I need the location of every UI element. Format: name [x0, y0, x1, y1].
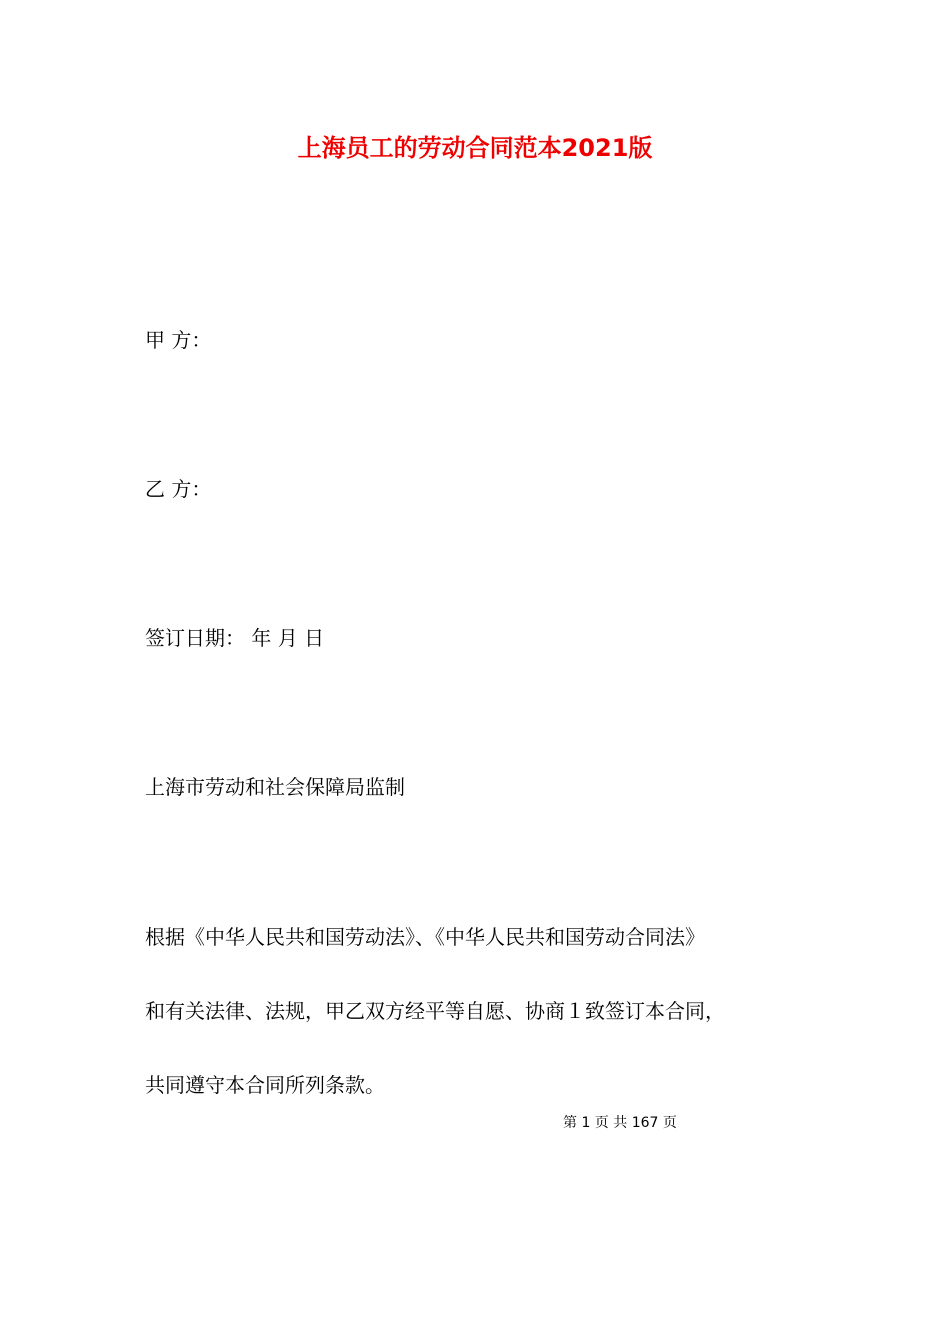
- sign-date-label: 签订日期： 年 月 日: [145, 626, 325, 650]
- preamble-line: 根据《中华人民共和国劳动法》、《中华人民共和国劳动合同法》: [145, 925, 705, 949]
- page-number: 第 1 页 共 167 页: [563, 1115, 677, 1131]
- preamble-line: 共同遵守本合同所列条款。: [145, 1073, 385, 1097]
- supervisor-note: 上海市劳动和社会保障局监制: [145, 775, 405, 799]
- document-title: 上海员工的劳动合同范本2021版: [297, 134, 653, 162]
- preamble-line: 和有关法律、法规，甲乙双方经平等自愿、协商１致签订本合同，: [145, 999, 725, 1023]
- party-b-label: 乙 方：: [145, 477, 212, 501]
- party-a-label: 甲 方：: [145, 328, 212, 352]
